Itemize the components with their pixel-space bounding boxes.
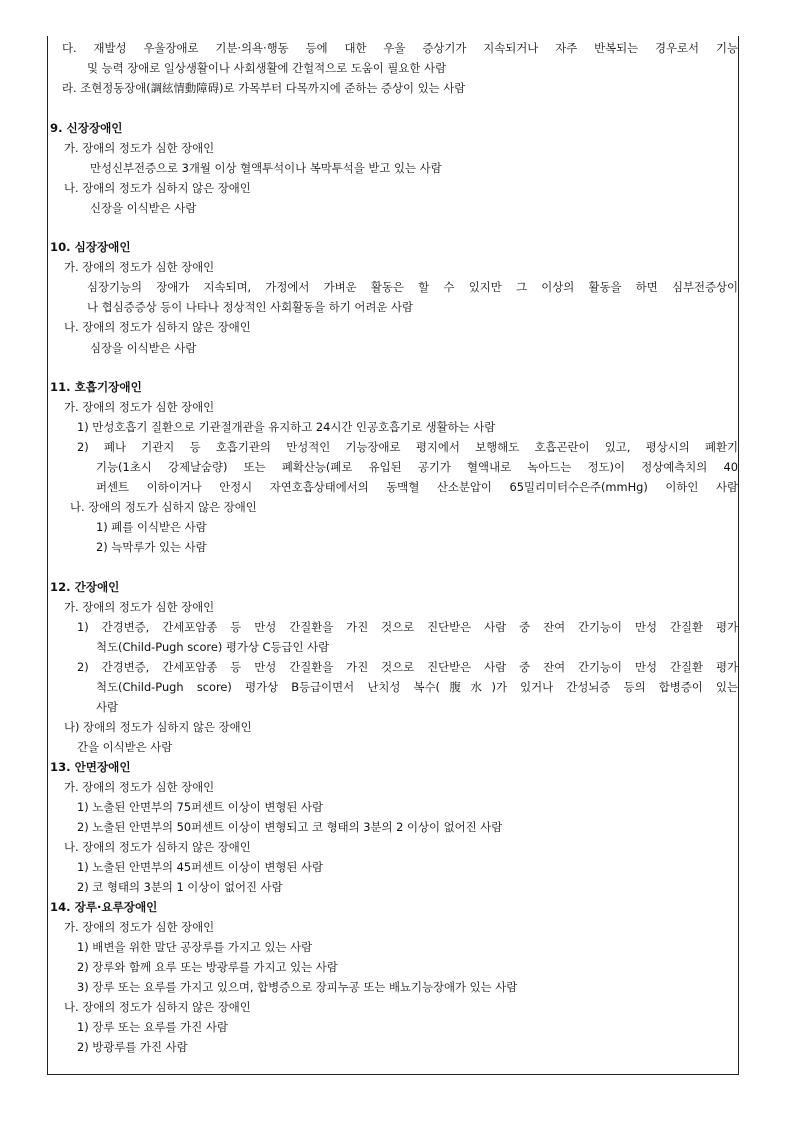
facial-mild-1: 1) 노출된 안면부의 45퍼센트 이상이 변형된 사람 (77, 860, 323, 874)
stoma-mild-1: 1) 장루 또는 요루를 가진 사람 (77, 1020, 228, 1034)
heart-severe-criterion-line1: 심장기능의 장애가 지속되며, 가정에서 가벼운 활동은 할 수 있지만 그 이상의 활동을 하면 심부전증상이 (87, 280, 738, 294)
heart-severe-criterion-line2: 나 협심증증상 등이 나타나 정상적인 사회활동을 하기 어려운 사람 (87, 300, 414, 314)
stoma-severe-3: 3) 장루 또는 요루를 가지고 있으며, 합병증으로 장피누공 또는 배뇨기능장애가 있는 사람 (77, 980, 518, 994)
facial-severe-2: 2) 노출된 안면부의 50퍼센트 이상이 변형되고 코 형태의 3분의 2 이상이 없어진 사람 (77, 820, 503, 834)
stoma-severe-1: 1) 배변을 위한 말단 공장루를 가지고 있는 사람 (77, 940, 313, 954)
section-heading-facial: 13. 안면장애인 (50, 760, 131, 774)
item-da-line1: 다. 재발성 우울장애로 기분·의욕·행동 등에 대한 우울 증상기가 지속되거나 자주 반복되는 경우로서 기능 (62, 41, 738, 55)
respiratory-severe-2-line2: 기능(1초시 강제날숨량) 또는 폐확산능(폐로 유입된 공기가 혈액내로 녹아드는 정도)이 정상예측치의 40 (96, 460, 738, 474)
respiratory-mild-2: 2) 늑막루가 있는 사람 (96, 540, 207, 554)
section-heading-stoma: 14. 장루·요루장애인 (50, 900, 158, 914)
section-heading-kidney: 9. 신장장애인 (50, 121, 123, 135)
liver-mild-criterion: 간을 이식받은 사람 (77, 740, 173, 754)
liver-severe-2-line1: 2) 간경변증, 간세포암종 등 만성 간질환을 가진 것으로 진단받은 사람 중 잔여 간기능이 만성 간질환 평가 (77, 660, 738, 674)
respiratory-severe-label: 가. 장애의 정도가 심한 장애인 (64, 400, 215, 414)
stoma-mild-2: 2) 방광루를 가진 사람 (77, 1040, 188, 1054)
stoma-severe-label: 가. 장애의 정도가 심한 장애인 (64, 920, 215, 934)
respiratory-severe-2-line1: 2) 폐나 기관지 등 호흡기관의 만성적인 기능장애로 평지에서 보행해도 호흡곤란이 있고, 평상시의 폐환기 (77, 440, 738, 454)
section-heading-liver: 12. 간장애인 (50, 580, 120, 594)
heart-mild-criterion: 심장을 이식받은 사람 (90, 341, 197, 355)
section-heading-heart: 10. 심장장애인 (50, 240, 131, 254)
heart-severe-label: 가. 장애의 정도가 심한 장애인 (64, 260, 215, 274)
liver-severe-label: 가. 장애의 정도가 심한 장애인 (64, 600, 215, 614)
stoma-mild-label: 나. 장애의 정도가 심하지 않은 장애인 (64, 1000, 251, 1014)
respiratory-severe-1: 1) 만성호흡기 질환으로 기관절개관을 유지하고 24시간 인공호흡기로 생활하는 사람 (77, 420, 496, 434)
stoma-severe-2: 2) 장루와 함께 요루 또는 방광루를 가지고 있는 사람 (77, 960, 338, 974)
liver-severe-1-line2: 척도(Child-Pugh score) 평가상 C등급인 사람 (96, 640, 330, 654)
respiratory-mild-1: 1) 폐를 이식받은 사람 (96, 520, 207, 534)
kidney-mild-label: 나. 장애의 정도가 심하지 않은 장애인 (64, 181, 251, 195)
liver-severe-1-line1: 1) 간경변증, 간세포암종 등 만성 간질환을 가진 것으로 진단받은 사람 중 잔여 간기능이 만성 간질환 평가 (77, 620, 738, 634)
facial-mild-2: 2) 코 형태의 3분의 1 이상이 없어진 사람 (77, 880, 283, 894)
kidney-severe-criterion: 만성신부전증으로 3개월 이상 혈액투석이나 복막투석을 받고 있는 사람 (90, 161, 442, 175)
liver-mild-label: 나) 장애의 정도가 심하지 않은 장애인 (64, 720, 252, 734)
facial-mild-label: 나. 장애의 정도가 심하지 않은 장애인 (64, 840, 251, 854)
liver-severe-2-line3: 사람 (96, 700, 119, 714)
item-da-line2: 및 능력 장애로 일상생활이나 사회생활에 간헐적으로 도움이 필요한 사람 (87, 61, 447, 75)
respiratory-mild-label: 나. 장애의 정도가 심하지 않은 장애인 (70, 500, 257, 514)
section-heading-respiratory: 11. 호흡기장애인 (50, 380, 142, 394)
kidney-severe-label: 가. 장애의 정도가 심한 장애인 (64, 141, 215, 155)
respiratory-severe-2-line3: 퍼센트 이하이거나 안정시 자연호흡상태에서의 동맥혈 산소분압이 65밀리미터수은주(mmHg) 이하인 사람 (96, 480, 738, 494)
liver-severe-2-line2: 척도(Child-Pugh score) 평가상 B등급이면서 난치성 복수(腹水)가 있거나 간성뇌증 등의 합병증이 있는 (96, 680, 738, 694)
facial-severe-label: 가. 장애의 정도가 심한 장애인 (64, 780, 215, 794)
facial-severe-1: 1) 노출된 안면부의 75퍼센트 이상이 변형된 사람 (77, 800, 323, 814)
heart-mild-label: 나. 장애의 정도가 심하지 않은 장애인 (64, 320, 251, 334)
kidney-mild-criterion: 신장을 이식받은 사람 (90, 201, 197, 215)
item-ra: 라. 조현정동장애(調絃情動障碍)로 가목부터 다목까지에 준하는 증상이 있는 사람 (62, 81, 466, 95)
